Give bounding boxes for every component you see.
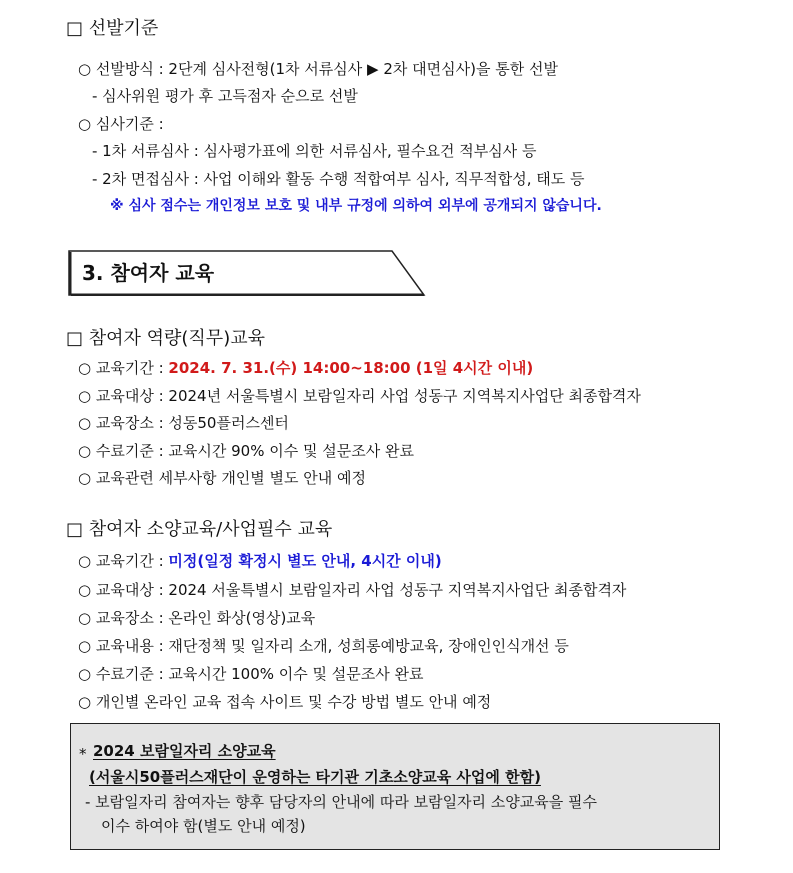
note-body-2: 이수 하여야 함(별도 안내 예정) [101, 817, 306, 835]
liberal-heading: □ 참여자 소양교육/사업필수 교육 [66, 519, 333, 540]
competency-period [78, 358, 533, 378]
note-subtitle: (서울시50플러스재단이 운영하는 타기관 기초소양교육 사업에 한함) [89, 768, 541, 786]
selection-method: ○ 선발방식 : 2단계 심사전형(1차 서류심사 ▶ 2차 대면심사)을 통한 선발 [78, 60, 558, 78]
competency-target: ○ 교육대상 : 2024년 서울특별시 보람일자리 사업 성동구 지역복지사업단 최종합격자 [78, 387, 641, 405]
liberal-place: ○ 교육장소 : 온라인 화상(영상)교육 [78, 609, 316, 627]
note-title: 2024 보람일자리 소양교육 [93, 742, 276, 760]
note-star: * [79, 745, 87, 763]
liberal-period-value: 미정(일정 확정시 별도 안내, 4시간 이내) [168, 552, 442, 570]
section-banner [68, 250, 426, 296]
competency-completion: ○ 수료기준 : 교육시간 90% 이수 및 설문조사 완료 [78, 442, 414, 460]
selection-heading: □ 선발기준 [66, 18, 159, 39]
competency-period-label: ○ 교육기간 : [78, 359, 169, 377]
note-body-1: - 보람일자리 참여자는 향후 담당자의 안내에 따라 보람일자리 소양교육을 필수 [85, 793, 598, 811]
liberal-content: ○ 교육내용 : 재단정책 및 일자리 소개, 성희롱예방교육, 장애인인식개선 등 [78, 637, 569, 655]
liberal-online: ○ 개인별 온라인 교육 접속 사이트 및 수강 방법 별도 안내 예정 [78, 693, 492, 711]
selection-method-sub: - 심사위원 평가 후 고득점자 순으로 선발 [92, 87, 358, 105]
note-box [70, 723, 720, 850]
liberal-completion: ○ 수료기준 : 교육시간 100% 이수 및 설문조사 완료 [78, 665, 424, 683]
selection-criteria-2: - 2차 면접심사 : 사업 이해와 활동 수행 적합여부 심사, 직무적합성, 태도 등 [92, 170, 585, 188]
competency-period-value: 2024. 7. 31.(수) 14:00~18:00 (1일 4시간 이내) [168, 359, 534, 377]
competency-place: ○ 교육장소 : 성동50플러스센터 [78, 414, 289, 432]
section-title: 3. 참여자 교육 [82, 261, 215, 285]
selection-criteria-1: - 1차 서류심사 : 심사평가표에 의한 서류심사, 필수요건 적부심사 등 [92, 142, 537, 160]
liberal-period-label: ○ 교육기간 : [78, 552, 169, 570]
selection-notice: ※ 심사 점수는 개인정보 보호 및 내부 규정에 의하여 외부에 공개되지 않습니다. [110, 198, 602, 214]
selection-criteria: ○ 심사기준 : [78, 115, 164, 133]
liberal-period [78, 551, 442, 571]
competency-heading: □ 참여자 역량(직무)교육 [66, 328, 265, 349]
competency-details: ○ 교육관련 세부사항 개인별 별도 안내 예정 [78, 469, 367, 487]
liberal-target: ○ 교육대상 : 2024 서울특별시 보람일자리 사업 성동구 지역복지사업단 최종합격자 [78, 581, 627, 599]
